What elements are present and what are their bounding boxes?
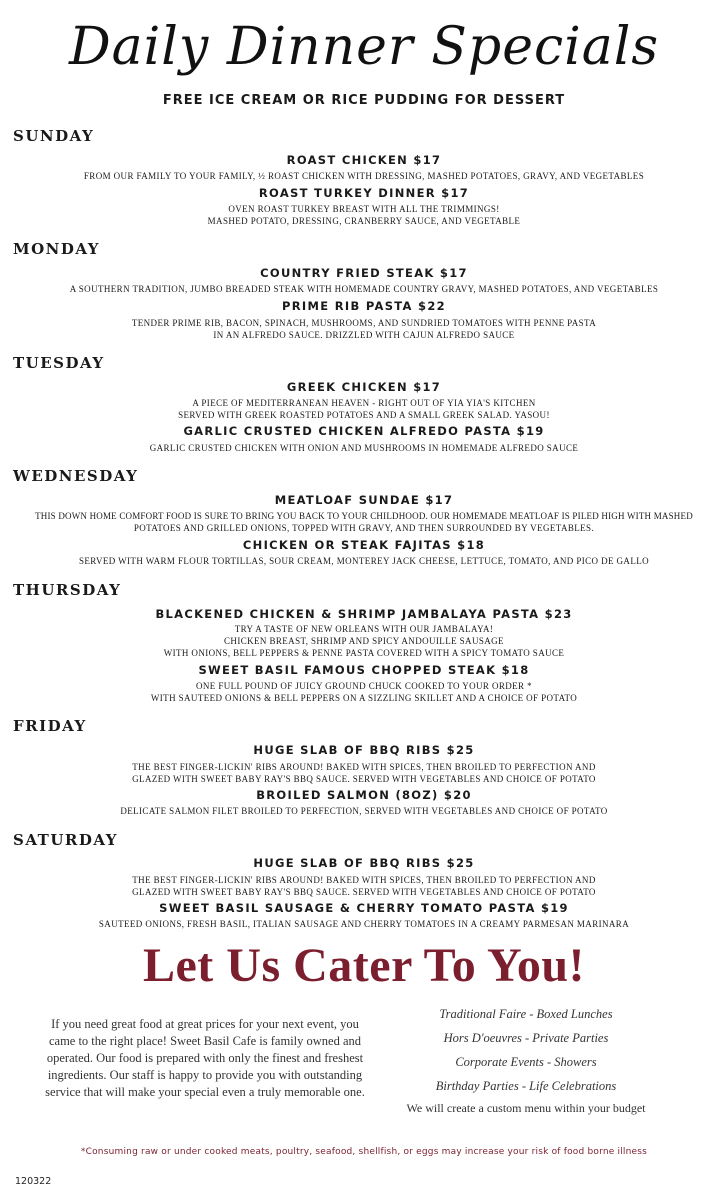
dish-description [0, 555, 728, 567]
dish-name: HUGE SLAB OF BBQ RIBS $25 [253, 856, 475, 870]
dish-description-line: SAUTEED ONIONS, FRESH BASIL, ITALIAN SAUSAGE AND CHERRY TOMATOES IN A CREAMY PARMESAN MARINARA [98, 919, 630, 929]
dish-description-line: OVEN ROAST TURKEY BREAST WITH ALL THE TRIMMINGS! [228, 204, 500, 214]
dish-description [0, 874, 728, 898]
food-safety-warning: *Consuming raw or under cooked meats, poultry, seafood, shellfish, or eggs may increase your risk of food borne illness [80, 1147, 648, 1157]
day-heading-monday: MONDAY [13, 240, 100, 258]
dish-description-line: SERVED WITH GREEK ROASTED POTATOES AND A SMALL GREEK SALAD. YASOU! [178, 410, 550, 420]
dish-name: PRIME RIB PASTA $22 [282, 299, 446, 313]
dish-description-line: TENDER PRIME RIB, BACON, SPINACH, MUSHROOMS, AND SUNDRIED TOMATOES WITH PENNE PASTA [131, 318, 597, 328]
dish-description [0, 397, 728, 421]
dish-description-line: SERVED WITH WARM FLOUR TORTILLAS, SOUR CREAM, MONTEREY JACK CHEESE, LETTUCE, TOMATO, AND PICO DE GALLO [78, 556, 650, 566]
page-title: Daily Dinner Specials [68, 17, 660, 77]
dish-description [0, 680, 728, 704]
dish-description-line: THE BEST FINGER-LICKIN' RIBS AROUND! BAKED WITH SPICES, THEN BROILED TO PERFECTION AND [132, 762, 596, 772]
dish-description-line: A PIECE OF MEDITERRANEAN HEAVEN - RIGHT OUT OF YIA YIA'S KITCHEN [192, 398, 536, 408]
catering-service-item: Corporate Events - Showers [455, 1055, 597, 1069]
catering-service-item: Traditional Faire - Boxed Lunches [439, 1007, 613, 1021]
dish-description-line: WITH ONIONS, BELL PEPPERS & PENNE PASTA COVERED WITH A SPICY TOMATO SAUCE [163, 648, 565, 658]
dish-description-line: THE BEST FINGER-LICKIN' RIBS AROUND! BAKED WITH SPICES, THEN BROILED TO PERFECTION AND [132, 875, 596, 885]
dish-name: SWEET BASIL FAMOUS CHOPPED STEAK $18 [198, 663, 530, 677]
page-subtitle: FREE ICE CREAM OR RICE PUDDING FOR DESSERT [162, 93, 566, 108]
dish-description-line: IN AN ALFREDO SAUCE. DRIZZLED WITH CAJUN ALFREDO SAUCE [213, 330, 515, 340]
dish-description-line: TRY A TASTE OF NEW ORLEANS WITH OUR JAMBALAYA! [234, 624, 494, 634]
dish-description [0, 170, 728, 182]
dish-description [0, 203, 728, 227]
dish-name: BLACKENED CHICKEN & SHRIMP JAMBALAYA PASTA $23 [155, 607, 573, 621]
dish-description-line: FROM OUR FAMILY TO YOUR FAMILY, ½ ROAST CHICKEN WITH DRESSING, MASHED POTATOES, GRAVY, AND VEGETABLES [83, 171, 645, 181]
day-heading-friday: FRIDAY [13, 717, 87, 735]
dish-description-line: MASHED POTATO, DRESSING, CRANBERRY SAUCE, AND VEGETABLE [207, 216, 521, 226]
catering-budget-note: We will create a custom menu within your budget [406, 1101, 646, 1115]
dish-description-line: POTATOES AND GRILLED ONIONS, TOPPED WITH GRAVY, AND THEN SURROUNDED BY VEGETABLES. [133, 523, 595, 533]
dish-name: GREEK CHICKEN $17 [286, 380, 442, 394]
day-heading-tuesday: TUESDAY [13, 354, 105, 372]
dish-description [0, 442, 728, 454]
dish-name: CHICKEN OR STEAK FAJITAS $18 [242, 538, 486, 552]
dish-description [0, 623, 728, 659]
menu-code: 120322 [15, 1176, 52, 1187]
catering-title: Let Us Cater To You! [142, 939, 586, 992]
dish-description-line: THIS DOWN HOME COMFORT FOOD IS SURE TO BRING YOU BACK TO YOUR CHILDHOOD. OUR HOMEMADE MEATLOAF IS PILED HIGH WITH MASHED [35, 511, 693, 521]
dish-name: GARLIC CRUSTED CHICKEN ALFREDO PASTA $19 [183, 424, 545, 438]
day-heading-sunday: SUNDAY [13, 127, 95, 145]
dish-name: BROILED SALMON (8OZ) $20 [256, 788, 472, 802]
dish-description-line: ONE FULL POUND OF JUICY GROUND CHUCK COOKED TO YOUR ORDER * [195, 681, 533, 691]
dish-description-line: WITH SAUTEED ONIONS & BELL PEPPERS ON A SIZZLING SKILLET AND A CHOICE OF POTATO [150, 693, 578, 703]
dish-description [0, 918, 728, 930]
day-heading-saturday: SATURDAY [13, 831, 118, 849]
dish-description [0, 761, 728, 785]
dish-name: MEATLOAF SUNDAE $17 [274, 493, 454, 507]
catering-services-list [394, 1002, 658, 1118]
dish-description [0, 510, 728, 534]
catering-description: If you need great food at great prices for your next event, you came to the right place! Sweet Basil Cafe is family owned and operated. Our food is prepared with only the finest and freshest ingredients. Our staff is happy to provide you with outstanding service that will make your special even a truly memorable one. [45, 1017, 365, 1099]
catering-service-item: Birthday Parties - Life Celebrations [435, 1079, 617, 1093]
dish-description [0, 283, 728, 295]
dish-name: HUGE SLAB OF BBQ RIBS $25 [253, 743, 475, 757]
dish-name: SWEET BASIL SAUSAGE & CHERRY TOMATO PASTA $19 [159, 901, 569, 915]
dish-name: ROAST CHICKEN $17 [286, 153, 442, 167]
dish-description-line: CHICKEN BREAST, SHRIMP AND SPICY ANDOUILLE SAUSAGE [224, 636, 504, 646]
dish-name: COUNTRY FRIED STEAK $17 [260, 266, 468, 280]
dish-description [0, 317, 728, 341]
dish-description [0, 805, 728, 817]
day-heading-wednesday: WEDNESDAY [13, 467, 139, 485]
dish-description-line: GLAZED WITH SWEET BABY RAY'S BBQ SAUCE. SERVED WITH VEGETABLES AND CHOICE OF POTATO [132, 887, 596, 897]
day-heading-thursday: THURSDAY [13, 581, 122, 599]
catering-service-item: Hors D'oeuvres - Private Parties [443, 1031, 609, 1045]
dish-description-line: DELICATE SALMON FILET BROILED TO PERFECTION, SERVED WITH VEGETABLES AND CHOICE OF POTATO [120, 806, 608, 816]
dish-description-line: GARLIC CRUSTED CHICKEN WITH ONION AND MUSHROOMS IN HOMEMADE ALFREDO SAUCE [149, 443, 579, 453]
dish-description-line: A SOUTHERN TRADITION, JUMBO BREADED STEAK WITH HOMEMADE COUNTRY GRAVY, MASHED POTATOES, AND VEGETABLES [69, 284, 659, 294]
dish-name: ROAST TURKEY DINNER $17 [258, 186, 470, 200]
dish-description-line: GLAZED WITH SWEET BABY RAY'S BBQ SAUCE. SERVED WITH VEGETABLES AND CHOICE OF POTATO [132, 774, 596, 784]
